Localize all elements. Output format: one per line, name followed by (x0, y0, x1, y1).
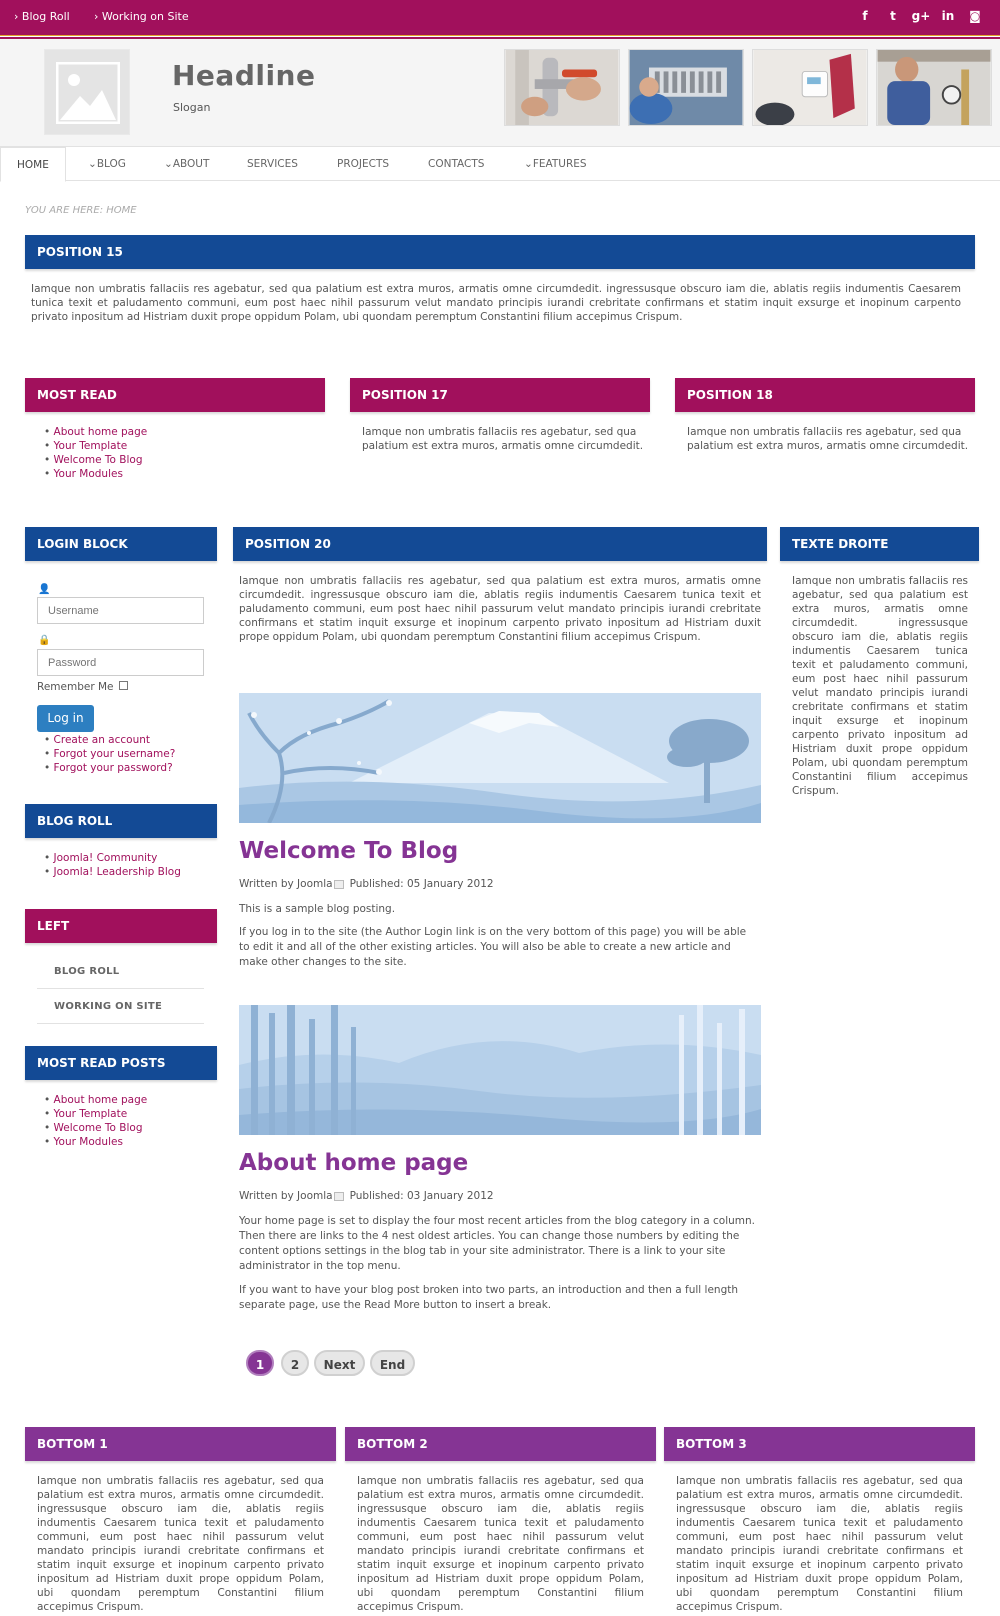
nav-home[interactable]: HOME (0, 147, 66, 182)
site-header (0, 39, 1000, 147)
facebook-icon[interactable]: f (862, 9, 868, 23)
article1-paragraph: This is a sample blog posting. (239, 903, 396, 915)
calendar-icon (334, 880, 344, 889)
position17-text: Iamque non umbratis fallaciis res agebatur, sed qua palatium est extra muros, armatis omne circumdedit. (362, 426, 644, 452)
nav-about[interactable]: ⌄ABOUT (164, 158, 210, 170)
nav-projects[interactable]: PROJECTS (337, 158, 390, 170)
article-author: Written by Joomla (239, 878, 333, 890)
topbar-link-label: Working on Site (101, 10, 189, 23)
nav-services[interactable]: SERVICES (247, 158, 298, 170)
nav-label: BLOG (96, 158, 126, 170)
position18-title: POSITION 18 (675, 378, 975, 412)
list-item[interactable]: • Welcome To Blog (44, 453, 147, 467)
bottom3-title: BOTTOM 3 (664, 1427, 975, 1461)
left-module-title: LEFT (25, 909, 217, 943)
blogroll-list (44, 851, 181, 879)
linkedin-icon[interactable]: in (941, 9, 955, 23)
article2-title[interactable]: About home page (239, 1150, 469, 1176)
nav-contacts[interactable]: CONTACTS (428, 158, 485, 170)
position20-title: POSITION 20 (233, 527, 767, 561)
list-item[interactable]: • Your Modules (44, 467, 147, 481)
remember-me-label: Remember Me (37, 681, 114, 693)
nav-blog[interactable]: ⌄BLOG (88, 158, 126, 170)
login-links (44, 733, 175, 775)
page-2-button[interactable]: 2 (281, 1350, 309, 1376)
main-nav (0, 147, 1000, 181)
instagram-icon[interactable]: ◙ (969, 9, 981, 23)
position17-title: POSITION 17 (350, 378, 650, 412)
google-plus-icon[interactable]: g+ (911, 9, 931, 23)
list-item[interactable]: • Your Template (44, 1107, 147, 1121)
list-item[interactable]: • About home page (44, 425, 147, 439)
username-input[interactable] (37, 597, 204, 624)
left-menu-working-on-site[interactable]: WORKING ON SITE (37, 990, 204, 1024)
blogroll-title: BLOG ROLL (25, 804, 217, 838)
electrician-photo (628, 49, 744, 126)
bottom1-text: Iamque non umbratis fallaciis res agebatur, sed qua palatium est extra muros, armatis omne circumdedit. ingressusque obscuro iam die, ablatis regiis indumentis Caesarem tunica texit et paludamento communi, eum post haec nihil passurum velut mandato principis iurandi crebritate confirmans et statim inquit exsurge et inopinum carpento privato inpositum ad Histriam duxit prope oppidum Polam, ubi quondam peremptum Constantini filium accepimus Crispum. (37, 1475, 324, 1613)
nav-label: FEATURES (532, 158, 587, 170)
list-item[interactable]: • Your Modules (44, 1135, 147, 1149)
position20-text: Iamque non umbratis fallaciis res agebatur, sed qua palatium est extra muros, armatis omne circumdedit. ingressusque obscuro iam die, ablatis regiis indumentis Caesarem tunica texit et paludamento communi, eum post haec nihil passurum velut mandato principis iurandi crebritate confirmans et statim inquit exsurge et inopinum carpento privato inpositum ad Histriam duxit prope oppidum Polam, ubi quondam peremptum Constantini filium accepimus Crispum. (239, 575, 761, 643)
position15-text: Iamque non umbratis fallaciis res agebatur, sed qua palatium est extra muros, armatis omne circumdedit. ingressusque obscuro iam die, ablatis regiis indumentis Caesarem tunica texit et paludamento communi, eum post haec nihil passurum velut mandato principis iurandi crebritate confirmans et statim inquit exsurge et inopinum carpento privato inpositum ad Histriam duxit prope oppidum Polam, ubi quondam peremptum Constantini filium accepimus Crispum. (31, 283, 961, 323)
article2-paragraph: Your home page is set to display the four most recent articles from the blog category in a column. Then there are links to the 4 nest oldest articles. You can change those numbers by editing the content options settings in the blog tab in your site administrator. There is a link to your site administrator in the top menu. (239, 1215, 756, 1272)
password-input[interactable] (37, 649, 204, 676)
article2-meta (239, 1190, 494, 1202)
user-icon: 👤 (38, 584, 51, 595)
site-slogan: Slogan (173, 101, 211, 114)
calendar-icon (334, 1192, 344, 1201)
most-read-posts-list (44, 1093, 147, 1149)
list-item[interactable]: • Your Template (44, 439, 147, 453)
article1-image[interactable] (239, 693, 761, 823)
most-read-list (44, 425, 147, 481)
article-author: Written by Joomla (239, 1190, 333, 1202)
end-page-button[interactable]: End (370, 1350, 415, 1376)
article-published: Published: 03 January 2012 (349, 1190, 494, 1202)
most-read-posts-title: MOST READ POSTS (25, 1046, 217, 1080)
list-item[interactable]: • Joomla! Leadership Blog (44, 865, 181, 879)
lock-icon: 🔒 (38, 635, 51, 646)
list-item[interactable]: • Welcome To Blog (44, 1121, 147, 1135)
next-page-button[interactable]: Next (314, 1350, 365, 1376)
twitter-icon[interactable]: t (890, 9, 896, 23)
left-menu-blog-roll[interactable]: BLOG ROLL (37, 955, 204, 989)
article1-meta (239, 878, 494, 890)
logo-placeholder[interactable] (44, 49, 130, 135)
bottom2-text: Iamque non umbratis fallaciis res agebatur, sed qua palatium est extra muros, armatis omne circumdedit. ingressusque obscuro iam die, ablatis regiis indumentis Caesarem tunica texit et paludamento communi, eum post haec nihil passurum velut mandato principis iurandi crebritate confirmans et statim inquit exsurge et inopinum carpento privato inpositum ad Histriam duxit prope oppidum Polam, ubi quondam peremptum Constantini filium accepimus Crispum. (357, 1475, 644, 1613)
bottom2-title: BOTTOM 2 (345, 1427, 656, 1461)
position18-text: Iamque non umbratis fallaciis res agebatur, sed qua palatium est extra muros, armatis omne circumdedit. (687, 426, 969, 452)
article2-image[interactable] (239, 1005, 761, 1135)
thermostat-photo (752, 49, 868, 126)
bottom3-text: Iamque non umbratis fallaciis res agebatur, sed qua palatium est extra muros, armatis omne circumdedit. ingressusque obscuro iam die, ablatis regiis indumentis Caesarem tunica texit et paludamento communi, eum post haec nihil passurum velut mandato principis iurandi crebritate confirmans et statim inquit exsurge et inopinum carpento privato inpositum ad Histriam duxit prope oppidum Polam, ubi quondam peremptum Constantini filium accepimus Crispum. (676, 1475, 963, 1613)
texte-droite-title: TEXTE DROITE (780, 527, 979, 561)
breadcrumb: YOU ARE HERE: HOME (25, 205, 137, 216)
plumbing-photo (504, 49, 620, 126)
position15-title: POSITION 15 (25, 235, 975, 269)
article1-title[interactable]: Welcome To Blog (239, 838, 459, 864)
texte-droite-text: Iamque non umbratis fallaciis res agebatur, sed qua palatium est extra muros, armatis omne circumdedit. ingressusque obscuro iam die, ablatis regiis indumentis Caesarem tunica texit et paludamento communi, eum post haec nihil passurum velut mandato principis iurandi crebritate confirmans et statim inquit exsurge et inopinum carpento privato inpositum ad Histriam duxit prope oppidum Polam, ubi quondam peremptum Constantini filium accepimus Crispum. (792, 575, 968, 797)
topbar-link-blog-roll[interactable]: › Blog Roll (14, 10, 70, 23)
remember-me (37, 681, 128, 693)
list-item[interactable]: • About home page (44, 1093, 147, 1107)
topbar-link-working-on-site[interactable]: › Working on Site (94, 10, 189, 23)
top-bar (0, 0, 1000, 33)
list-item[interactable]: • Joomla! Community (44, 851, 181, 865)
article2-paragraph: If you want to have your blog post broken into two parts, an introduction and then a full length separate page, use the Read More button to insert a break. (239, 1284, 739, 1311)
article1-paragraph: If you log in to the site (the Author Login link is on the very bottom of this page) you will be able to edit it and all of the other existing articles. You will also be able to create a new article and make other changes to the site. (239, 926, 747, 968)
login-button[interactable]: Log in (37, 705, 94, 732)
bottom1-title: BOTTOM 1 (25, 1427, 336, 1461)
create-account-link[interactable]: • Create an account (44, 733, 175, 747)
nav-features[interactable]: ⌄FEATURES (524, 158, 587, 170)
nav-label: ABOUT (172, 158, 210, 170)
forgot-password-link[interactable]: • Forgot your password? (44, 761, 175, 775)
article-published: Published: 05 January 2012 (349, 878, 494, 890)
login-block-title: LOGIN BLOCK (25, 527, 217, 561)
site-title: Headline (172, 59, 316, 92)
most-read-title: MOST READ (25, 378, 325, 412)
remember-me-checkbox[interactable] (119, 681, 128, 690)
topbar-link-label: Blog Roll (21, 10, 70, 23)
image-placeholder-icon (56, 62, 120, 124)
page-1-button[interactable]: 1 (246, 1350, 274, 1376)
forgot-username-link[interactable]: • Forgot your username? (44, 747, 175, 761)
technician-photo (876, 49, 992, 126)
